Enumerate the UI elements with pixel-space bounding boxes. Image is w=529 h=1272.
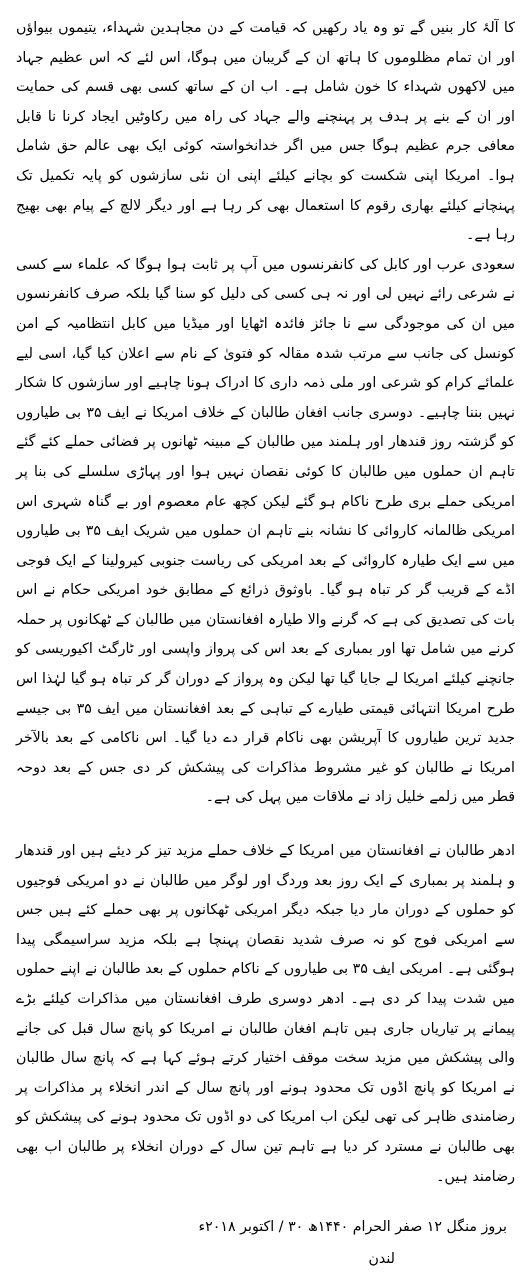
- date-line: بروز منگل ۱۲ صفر الحرام ۱۴۴۰ھ ۳۰ / اکتوبر ۲۰۱۸ء: [198, 1219, 507, 1236]
- article-paragraph-1: کا آلۂ کار بنیں گے تو وہ یاد رکھیں کہ قیامت کے دن مجاہدین شہداء، یتیموں بیواؤں اور ان تمام مظلوموں کا ہاتھ ان کے گریبان میں ہوگا، اس لئے کہ اس عظیم جہاد میں لاکھوں شہداء کا خون شامل ہے۔ اب ان کے ساتھ کسی بھی قسم کی حمایت اور ان کے بنے پر ہدف پر پہنچنے والے جہاد کی راہ میں رکاوٹیں ایجاد کرنا نا قابل معافی جرم عظیم ہوگا جس میں اگر خدانخواستہ کوئی ایک بھی عالم حق شامل ہوا۔ امریکا اپنی شکست کو بچانے کیلئے اپنی ان نئی سازشوں کو پایہ تکمیل تک پہنچانے کیلئے بھاری رقوم کا استعمال بھی کر رہا ہے اور دیگر لالچ کے پیام بھی بھیج رہا ہے۔: [16, 20, 515, 244]
- article-paragraph-3: ادھر طالبان نے افغانستان میں امریکا کے خلاف حملے مزید تیز کر دیئے ہیں اور قندھار و ہلمند پر بمباری کے ایک روز بعد وردگ اور لوگر میں طالبان نے دو امریکی فوجیوں کو حملوں کے دوران مار دیا جبکہ دیگر امریکی ٹھکانوں پر بھی حملے کئے ہیں جس سے امریکی فوج کو نہ صرف شدید نقصان پہنچا ہے بلکہ مزید سراسیمگی پیدا ہوگئی ہے۔ امریکی ایف ۳۵ بی طیاروں کے ناکام حملوں کے بعد طالبان نے اپنے حملوں میں شدت پیدا کر دی ہے۔ ادھر دوسری طرف افغانستان میں مذاکرات کیلئے بڑے پیمانے پر تیاریاں جاری ہیں تاہم افغان طالبان نے امریکا کو پانچ سال قبل کی جانے والی پیشکش میں مزید سخت موقف اختیار کرتے ہوئے کہا ہے کہ پانچ سال طالبان نے امریکا کو پانچ اڈوں تک محدود ہونے اور پانچ سال کے اندر انخلاء پر مذاکرات پر رضامندی ظاہر کی تھی لیکن اب امریکا کی دو اڈوں تک محدود ہونے کی پیشکش کو بھی طالبان نے مسترد کر دیا ہے تاہم تین سال کے دوران انخلاء پر طالبان اب بھی رضامند ہیں۔: [16, 843, 515, 1185]
- article-paragraph-2: سعودی عرب اور کابل کی کانفرنسوں میں آپ پر ثابت ہوا ہوگا کہ علماء سے کسی نے شرعی رائے نہیں لی اور نہ ہی کسی کی دلیل کو سنا گیا بلکہ صرف کانفرنسوں میں ان کی موجودگی سے نا جائز فائدہ اٹھایا اور میڈیا میں کابل انتظامیہ کے امن کونسل کی جانب سے مرتب شدہ مقالہ کو فتویٰ کے نام سے اعلان کیا گیا، اسی لیے علمائے کرام کو شرعی اور ملی ذمہ داری کا ادراک ہونا چاہیے اور سازشوں کا شکار نہیں بننا چاہیے۔ دوسری جانب افغان طالبان کے خلاف امریکا نے ایف ۳۵ بی طیاروں کو گزشتہ روز قندھار اور ہلمند میں طالبان کے مبینہ ٹھانوں پر فضائی حملے کئے گئے تاہم ان حملوں میں طالبان کا کوئی نقصان نہیں ہوا اور پہاڑی سلسلے کی بنا پر امریکی حملے بری طرح ناکام ہو گئے لیکن کچھ عام معصوم اور بے گناہ شہری اس امریکی ظالمانہ کاروائی کا نشانہ بنے تاہم ان حملوں میں شریک ایف ۳۵ بی طیاروں میں سے ایک طیارہ کاروائی کے بعد امریکی کی ریاست جنوبی کیرولینا کے ایک فوجی اڈے کے قریب گر کر تباہ ہو گیا۔ باوثوق ذرائع کے مطابق خود امریکی حکام نے اس بات کی تصدیق کی ہے کہ گرنے والا طیارہ افغانستان میں طالبان کے ٹھکانوں پر حملہ کرنے میں شامل تھا اور بمباری کے بعد اس کی پرواز واپسی اور ٹارگٹ اکیوریسی کو جانچنے کیلئے امریکا لے جایا گیا تھا لیکن وہ پرواز کے دوران گر کر تباہ ہو گیا لہٰذا اس طرح امریکا انتہائی قیمتی طیارے کے تباہی کے بعد افغانستان میں ایف ۳۵ بی جیسے جدید ترین طیاروں کا آپریشن بھی ناکام قرار دے دیا گیا۔ اس ناکامی کے بعد بالآخر امریکا نے طالبان کو غیر مشروط مذاکرات کی پیشکش کر دی جس کے بعد دوحہ قطر میں زلمے خلیل زاد نے ملاقات میں پہل کی ہے۔: [16, 256, 516, 806]
- place-line: لندن: [368, 1251, 395, 1268]
